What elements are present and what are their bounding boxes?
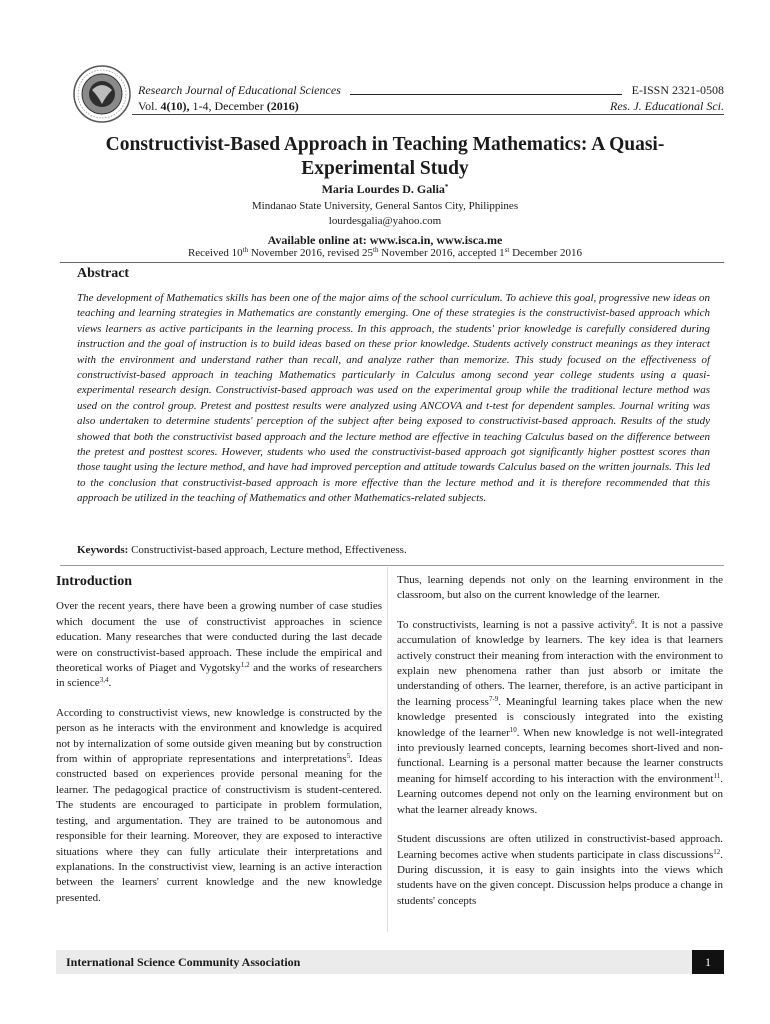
paragraph: To constructivists, learning is not a passive activity$^6$. It is not a passive accumulation of knowledge by learners. The key idea is that learners actively construct their meaning from interaction with the environment to explain new phenomena rather than just absorb or imitate the understanding of others. The learner, therefore, is an active participant in the learning process$^{7-9}$. Meaningful learning takes place when the new knowledge presented is consciously integrated into the existing knowledge of the learner$^{10}$. When new knowledge is not well-integrated into previously learned concepts, learning becomes short-lived and non-functional. Learning is a personal matter because the learner constructs meaning for himself according to his interaction with the environment$^{11}$. Learning outcomes depend not only on the learning environment but on what the learner already knows.: [397, 617, 723, 816]
author-name: Maria Lourdes D. Galia*: [321, 182, 449, 196]
column-divider: [387, 567, 388, 932]
header-rule: [132, 114, 724, 115]
paragraph: Thus, learning depends not only on the learning environment in the classroom, but also on the current knowledge of the learner.: [397, 574, 723, 602]
keywords: Keywords: Constructivist-based approach, Lecture method, Effectiveness.: [77, 544, 407, 556]
volume-info: Vol. 4(10), 1-4, December (2016): [138, 99, 299, 113]
footer-association: International Science Community Association: [66, 955, 301, 969]
abstract-rule: [60, 262, 724, 263]
abstract-text: The development of Mathematics skills has been one of the major aims of the school curriculum. To achieve this goal, progressive new ideas on teaching and learning strategies in Mathematics are constantly emerging. One of these strategies is the constructivist-based approach which views learners as active participants in the learning process. In this approach, the students' prior knowledge is carefully considered during instruction and the goal of instruction is to build ideas based on these prior knowledge. Students actively construct meanings as they interact with the environment and understand rather than recall, and analyze rather than memorize. This study focused on the effectiveness of constructivist-based approach in teaching Mathematics particularly in Calculus among second year college students using a quasi-experimental research design. Constructivist-based approach was used on the experimental group while the traditional lecture method was used on the control group. Pretest and posttest results were analyzed using ANCOVA and t-test for dependent samples. Journal writing was also undertaken to determine students' perception of the subject after being exposed to constructivist-based approach. Results of the study showed that both the constructivist based approach and the lecture method are effective in teaching Calculus based on the difference between the pretest and posttest scores. However, students who used the constructivist-based approach got significantly higher posttest scores than those taught using the lecture method, and have had improved perception and attitude towards Calculus based on the written journals. This led to the conclusion that constructivist-based approach is more effective than the lecture method and it is therefore recommended that this approach be utilized in the teaching of Mathematics and other Mathematics-related subjects.: [77, 292, 710, 505]
received-dates: Received 10th November 2016, revised 25th November 2016, accepted 1st December 2016: [187, 246, 583, 259]
journal-header-left: [138, 82, 341, 114]
journal-header-right: [610, 82, 724, 114]
paragraph: Student discussions are often utilized in constructivist-based approach. Learning becomes active when students participate in class discussions$^{12}$. During discussion, it is easy to gain insights into the views which students have on the given concept. Discussion helps produce a change in students' concepts: [397, 833, 723, 907]
issn: E-ISSN 2321-0508: [631, 83, 724, 97]
journal-seal-icon: [72, 64, 132, 124]
left-column: [56, 574, 382, 920]
journal-name: Research Journal of Educational Sciences: [138, 83, 341, 97]
author-email: lourdesgalia@yahoo.com: [328, 215, 442, 227]
short-title: Res. J. Educational Sci.: [610, 99, 724, 113]
introduction-heading: Introduction: [56, 574, 132, 589]
header-underline: [350, 94, 622, 95]
paper-title: Constructivist-Based Approach in Teaching Mathematics: A Quasi- Experimental Study: [105, 134, 665, 179]
available-online: Available online at: www.isca.in, www.isca.me: [267, 233, 503, 247]
keywords-rule: [60, 565, 724, 566]
paragraph: According to constructivist views, new knowledge is constructed by the person as he interacts with the environment and knowledge is acquired not by internalization of some outside given meaning but by construction from within of appropriate representations and interpretations$^5$. Ideas constructed based on experiences provide personal meaning for the learner. The pedagogical practice of constructivism is student-centered. The students are encouraged to participate in problem formulation, testing, and argumentation. They are trained to be autonomous and responsible for their learning. Moreover, they are exposed to interactive situations where they can fully articulate their interpretations and explanations. In the constructivist view, learning is an active interaction between the learners' current knowledge and the new knowledge presented.: [56, 706, 382, 904]
page-number: 1: [692, 950, 724, 974]
affiliation: Mindanao State University, General Santos City, Philippines lourdesgalia@yahoo.com: [60, 199, 710, 229]
right-column: [397, 573, 723, 923]
paragraph: Over the recent years, there have been a growing number of case studies which document the use of constructivist approaches in science education. Many researches that were conducted during the last decade were on constructivist-based approach. These include the empirical and theoretical works of Piaget and Vygotsky$^{1,2}$ and the works of researchers in science$^{3,4}$.: [56, 600, 382, 690]
abstract-heading: Abstract: [77, 266, 130, 281]
